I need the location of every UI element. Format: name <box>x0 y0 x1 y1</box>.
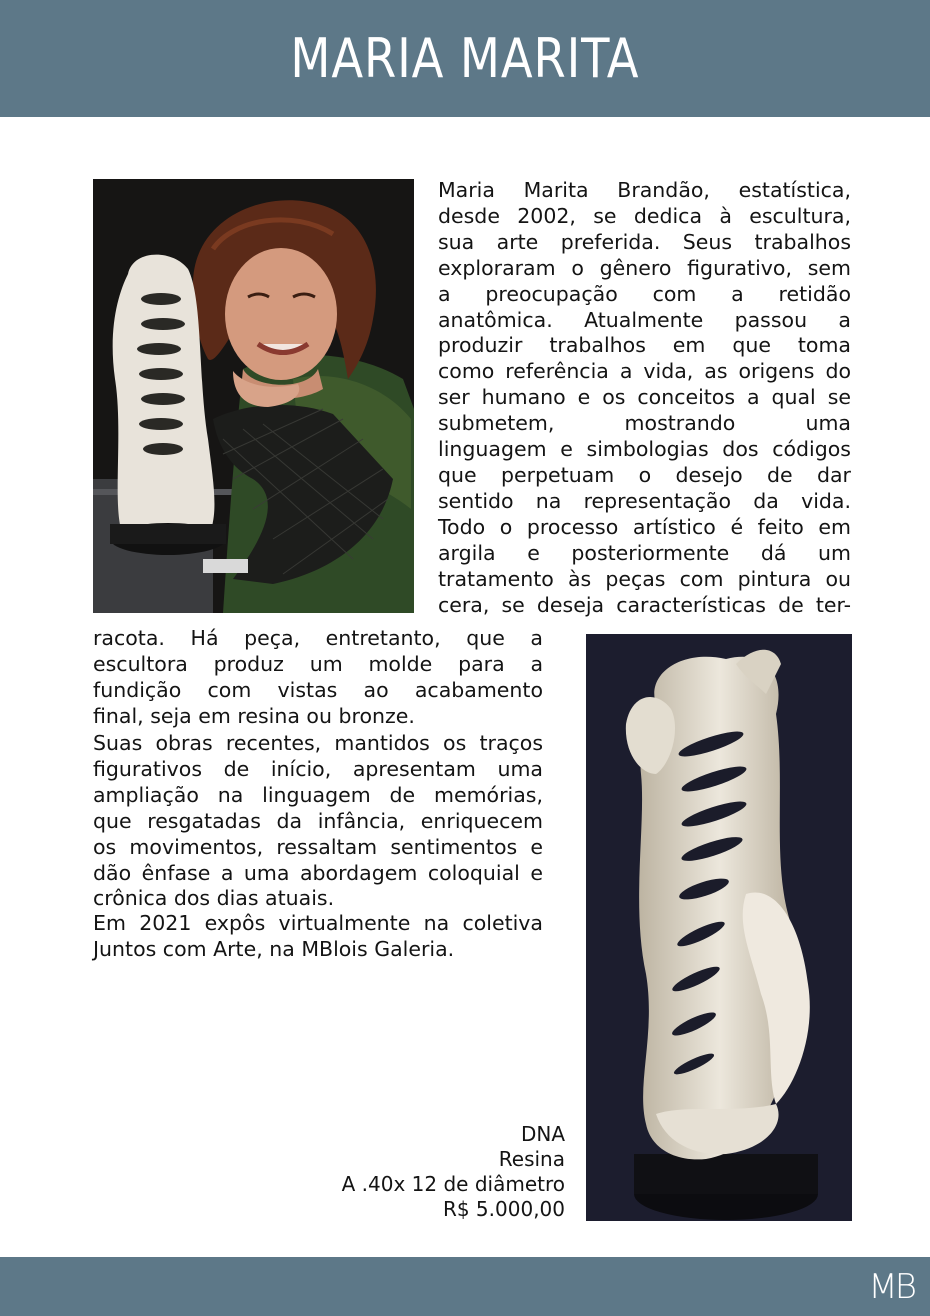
page-title: MARIA MARITA <box>290 27 640 90</box>
artwork-dimensions: A .40x 12 de diâmetro <box>341 1172 565 1196</box>
bio-line: como referência a vida, as origens do <box>438 359 851 384</box>
bio-line: Todo o processo artístico é feito em <box>438 514 851 539</box>
bio-line: produzir trabalhos em que toma <box>438 333 851 358</box>
bio-line: que resgatadas da infância, enriquecem <box>93 808 543 833</box>
bio-line: cera, se deseja características de ter- <box>438 592 851 617</box>
artwork-price: R$ 5.000,00 <box>442 1197 565 1221</box>
bio-line: tratamento às peças com pintura ou <box>438 566 851 591</box>
bio-paragraph-1 <box>438 178 851 618</box>
bio-line: ser humano e os conceitos a qual se <box>438 385 851 410</box>
bio-line: sentido na representação da vida. <box>438 488 851 513</box>
footer-band <box>0 1257 930 1316</box>
bio-line: Maria Marita Brandão, estatística, <box>438 178 851 202</box>
bio-paragraph-2 <box>93 626 543 730</box>
artwork-title: DNA <box>520 1122 565 1146</box>
artwork-sculpture-illustration <box>586 634 852 1221</box>
bio-line: dão ênfase a uma abordagem coloquial e <box>93 860 543 885</box>
bio-line: argila e posteriormente dá um <box>438 540 851 565</box>
artwork-caption <box>305 1122 565 1222</box>
bio-line: a preocupação com a retidão <box>438 281 851 306</box>
bio-line: os movimentos, ressaltam sentimentos e <box>93 834 543 859</box>
bio-line: submetem, mostrando uma <box>438 411 851 436</box>
bio-line: crônica dos dias atuais. <box>93 886 335 911</box>
bio-line: ampliação na linguagem de memórias, <box>93 782 543 807</box>
bio-line: que perpetuam o desejo de dar <box>438 462 851 487</box>
header-banner <box>0 0 930 117</box>
artwork-material: Resina <box>498 1147 565 1171</box>
bio-line: escultora produz um molde para a <box>93 651 543 676</box>
bio-paragraph-3 <box>93 731 543 912</box>
bio-line: linguagem e simbologias dos códigos <box>438 437 851 462</box>
bio-line: Em 2021 expôs virtualmente na coletiva <box>93 911 543 935</box>
bio-paragraph-4 <box>93 911 543 963</box>
bio-line: Suas obras recentes, mantidos os traços <box>93 731 543 755</box>
bio-line: anatômica. Atualmente passou a <box>438 307 851 332</box>
bio-line: fundição com vistas ao acabamento <box>93 677 543 702</box>
artist-photo <box>93 179 414 613</box>
bio-line: racota. Há peça, entretanto, que a <box>93 626 543 650</box>
bio-line: Juntos com Arte, na MBlois Galeria. <box>93 936 455 961</box>
bio-line: exploraram o gênero figurativo, sem <box>438 255 851 280</box>
bio-line: sua arte preferida. Seus trabalhos <box>438 229 851 254</box>
bio-line: final, seja em resina ou bronze. <box>93 703 415 728</box>
artwork-photo <box>586 634 852 1221</box>
bio-line: desde 2002, se dedica à escultura, <box>438 203 851 228</box>
mb-logo: MB <box>868 1267 914 1307</box>
bio-line: figurativos de início, apresentam uma <box>93 756 543 781</box>
artist-photo-illustration <box>93 179 414 613</box>
